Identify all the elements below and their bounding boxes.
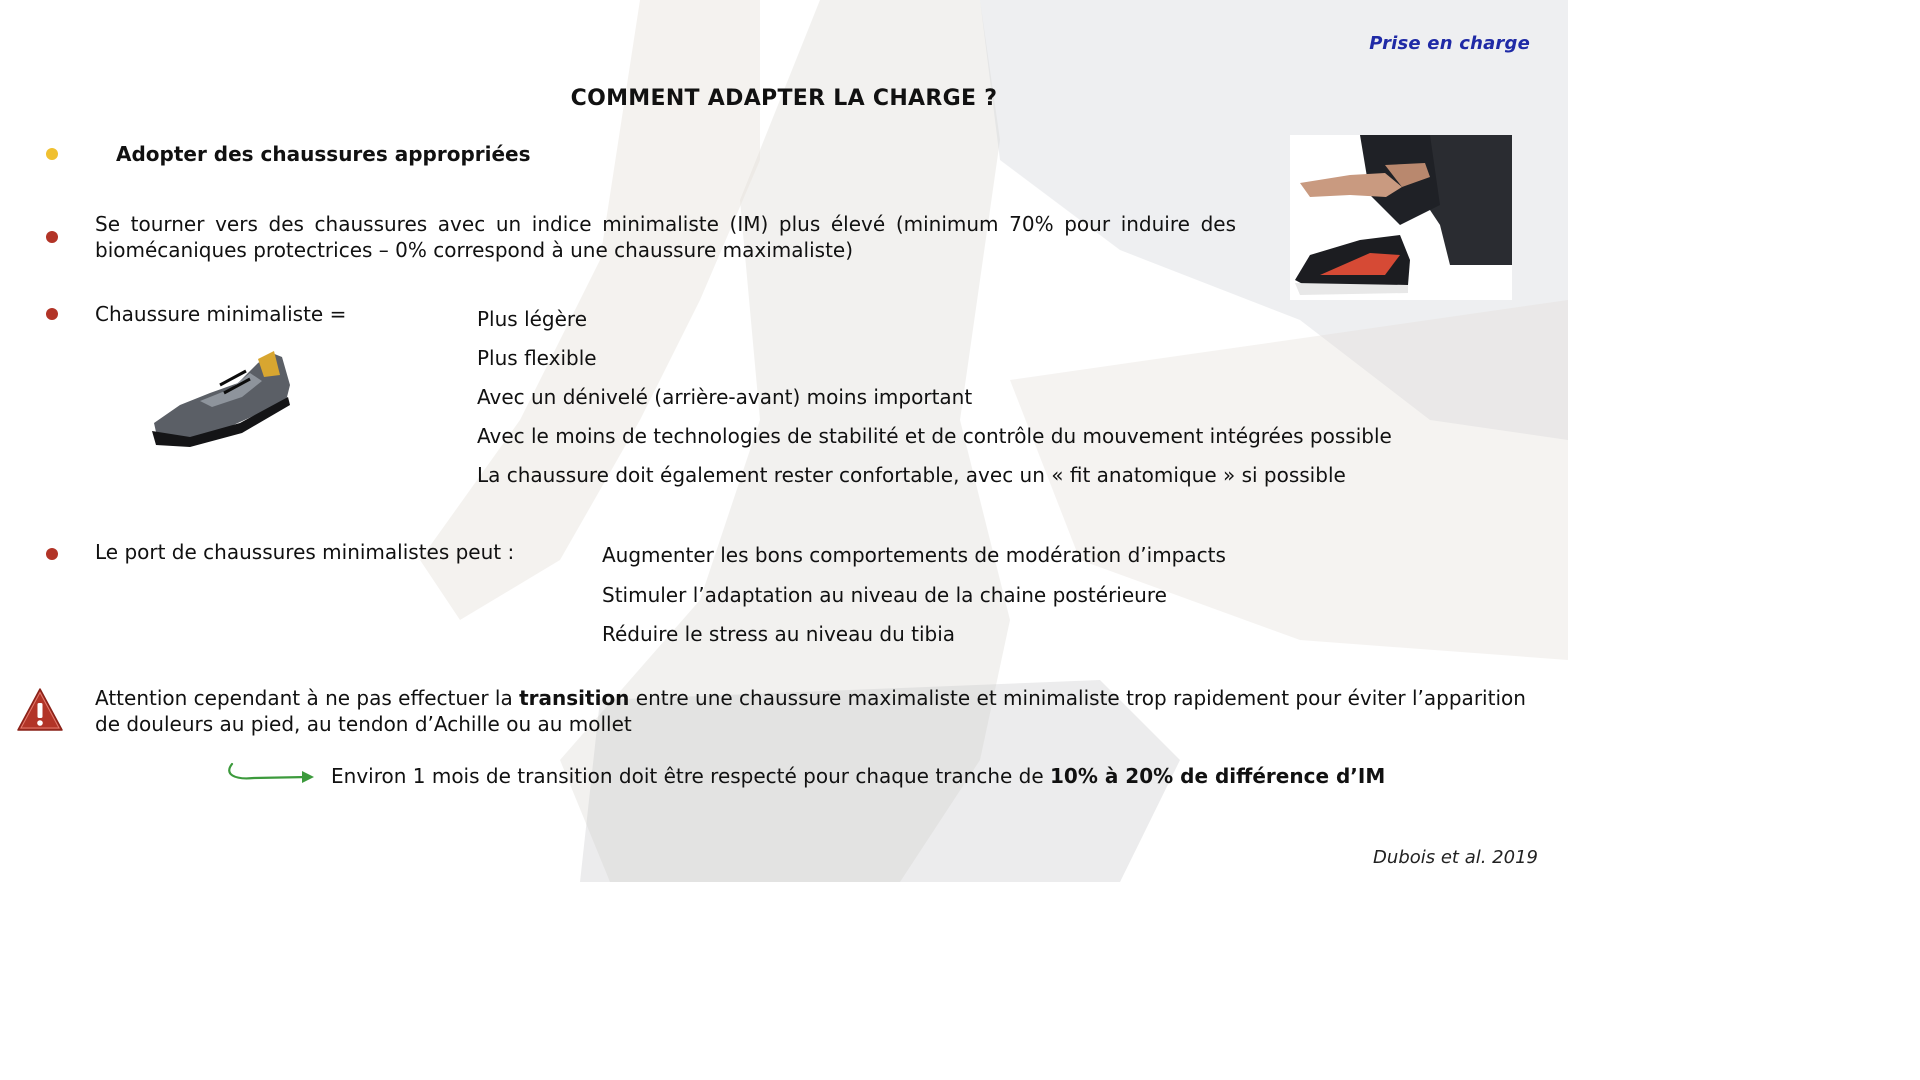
- b4-list-item: Réduire le stress au niveau du tibia: [602, 622, 956, 646]
- bullet-dot-red: [46, 548, 58, 560]
- b3-list-item: La chaussure doit également rester confortable, avec un « fit anatomique » si possible: [477, 463, 1346, 487]
- bullet-dot-red: [46, 308, 58, 320]
- note-text-part: Environ 1 mois de transition doit être respecté pour chaque tranche de: [331, 764, 1051, 788]
- bullet-1-text: Adopter des chaussures appropriées: [116, 142, 531, 166]
- citation: Dubois et al. 2019: [1373, 847, 1538, 868]
- b3-list-item: Avec le moins de technologies de stabilité et de contrôle du mouvement intégrées possible: [477, 424, 1392, 448]
- bullet-4-label: Le port de chaussures minimalistes peut :: [95, 540, 515, 564]
- b3-list-item: Plus flexible: [477, 346, 597, 370]
- b3-list-item: Plus légère: [477, 307, 588, 331]
- page-title: COMMENT ADAPTER LA CHARGE ?: [570, 86, 998, 111]
- section-label: Prise en charge: [1369, 33, 1530, 54]
- warning-text: [95, 685, 1550, 737]
- warning-text-bold: transition: [519, 686, 630, 710]
- note-text-bold: 10% à 20% de différence d’IM: [1050, 764, 1386, 788]
- warning-text-part: entre une chaussure maximaliste et minimaliste trop rapidement pour éviter l’apparition de douleurs au pied, au tendon d’Achille ou au mollet: [95, 686, 1526, 736]
- b4-list-item: Stimuler l’adaptation au niveau de la chaine postérieure: [602, 583, 1167, 607]
- warning-text-part: Attention cependant à ne pas effectuer la: [95, 686, 520, 710]
- bullet-2-text: Se tourner vers des chaussures avec un indice minimaliste (IM) plus élevé (minimum 70% pour induire des biomécaniques protectrices – 0% correspond à une chaussure maximaliste): [95, 212, 1236, 262]
- lacing-shoe-image: [1290, 135, 1512, 300]
- curved-arrow-icon: [224, 760, 318, 786]
- warning-triangle-icon: [16, 686, 64, 734]
- bullet-dot-red: [46, 231, 58, 243]
- bullet-3-label: Chaussure minimaliste =: [95, 302, 347, 326]
- bullet-dot-yellow: [46, 148, 58, 160]
- b4-list-item: Augmenter les bons comportements de modération d’impacts: [602, 543, 1226, 567]
- minimalist-shoe-image: [150, 345, 293, 448]
- b3-list-item: Avec un dénivelé (arrière-avant) moins important: [477, 385, 973, 409]
- transition-note: [331, 763, 1385, 789]
